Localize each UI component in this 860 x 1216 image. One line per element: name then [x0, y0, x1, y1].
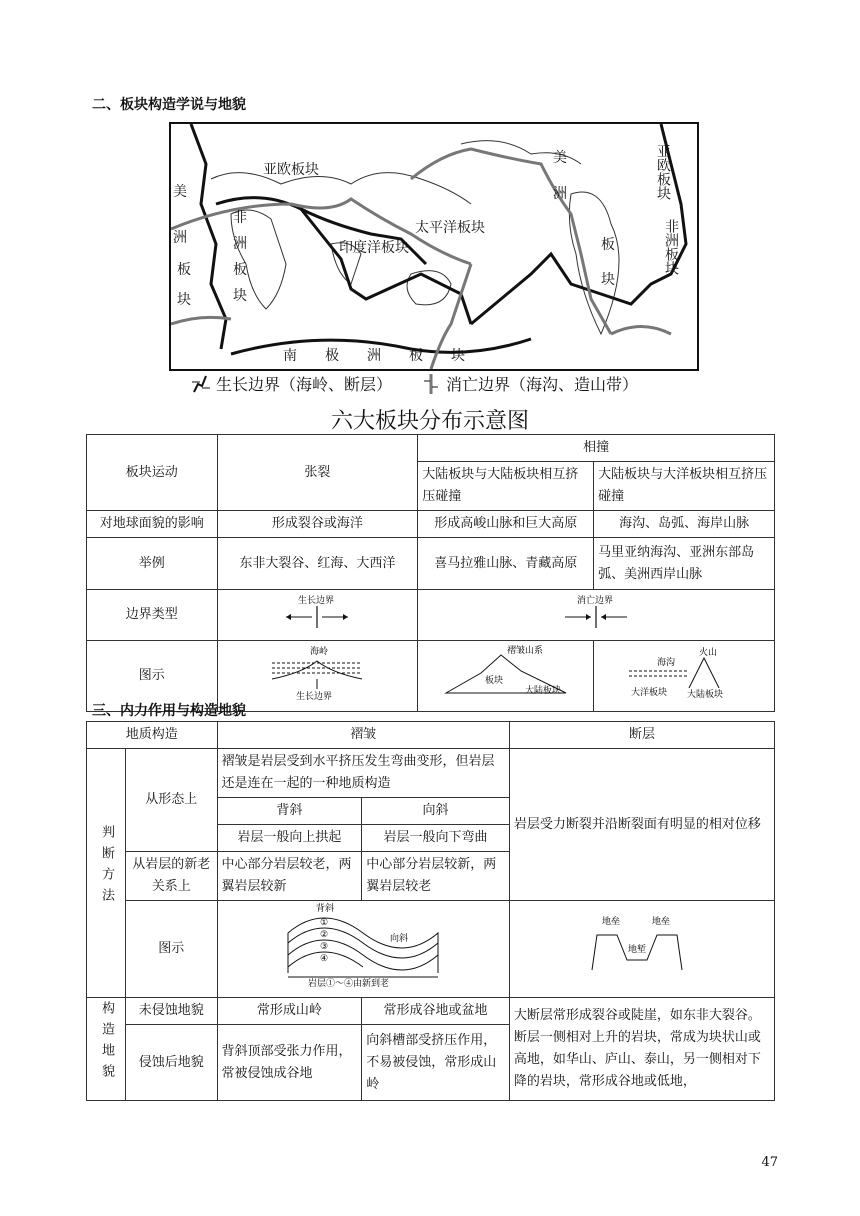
cc-foldmtn-label: 褶皱山系: [506, 646, 543, 656]
fig-layer-4: ④: [320, 954, 329, 964]
row-boundary-label: 边界类型: [87, 590, 218, 641]
col-collide: 相撞: [418, 435, 775, 462]
syn-shape: 岩层一般向下弯曲: [362, 825, 510, 852]
fault-figure: [509, 901, 774, 998]
figure-cc: [418, 641, 594, 712]
map-label-left-3: 板: [177, 262, 191, 278]
fig-note: 岩层①～④由新到老: [308, 979, 390, 987]
uneroded-label: 未侵蚀地貌: [126, 998, 218, 1025]
landform-label: [87, 998, 126, 1101]
judge-label: [87, 749, 126, 998]
anti-eroded: 背斜顶部受张力作用，常被侵蚀成谷地: [217, 1025, 362, 1101]
co-ocean-label: 大洋板块: [631, 688, 668, 698]
row-boundary-subduct: [418, 590, 775, 641]
h-fault: 断层: [509, 722, 774, 749]
grow-boundary-icon: [190, 374, 212, 394]
fault-def: 岩层受力断裂并沿断裂面有明显的相对位移: [509, 749, 774, 901]
rift-figure: [262, 643, 372, 701]
anti-shape: 岩层一般向上拱起: [217, 825, 362, 852]
co-volcano-label: 火山: [699, 648, 718, 658]
syn-uneroded: 常形成谷地或盆地: [362, 998, 510, 1025]
syn-age: 中心部分岩层较新，两翼岩层较老: [362, 852, 510, 901]
eroded-label: 侵蚀后地貌: [126, 1025, 218, 1101]
cc-figure: [441, 643, 571, 701]
subduct-boundary-label: 消亡边界: [577, 596, 614, 606]
structure-table: [86, 721, 775, 1101]
row-effect-rift: 形成裂谷或海洋: [217, 511, 418, 538]
h-fold: 褶皱: [217, 722, 509, 749]
fig-layer-3: ③: [320, 942, 329, 952]
age-label: 从岩层的新老关系上: [126, 852, 218, 901]
landform-label-text: 构造地貌: [99, 1001, 114, 1085]
map-label-right-africa: 非洲板块: [663, 219, 679, 275]
cc-continent-label: 大陆板块: [524, 686, 561, 696]
row-effect-label: 对地球面貌的影响: [87, 511, 218, 538]
col-co: 大陆板块与大洋板块相互挤压碰撞: [594, 462, 775, 511]
col-cc: 大陆板块与大陆板块相互挤压碰撞: [418, 462, 594, 511]
map-label-antarctic: 南 极 洲 板 块: [283, 348, 465, 364]
fig-graben: 地堑: [627, 945, 646, 955]
col-rift: 张裂: [217, 435, 418, 511]
map-label-left-1: 美: [173, 184, 187, 200]
anticline-label: 背斜: [217, 798, 362, 825]
row-example-cc: 喜马拉雅山脉、青藏高原: [418, 538, 594, 590]
co-figure: [619, 643, 749, 701]
map-label-left-2: 洲: [173, 230, 187, 246]
row-example-label: 举例: [87, 538, 218, 590]
row-figure-label: 图示: [87, 641, 218, 712]
h-structure: 地质构造: [87, 722, 218, 749]
row-effect-co: 海沟、岛弧、海岸山脉: [594, 511, 775, 538]
figure-co: [594, 641, 775, 712]
plate-map: [169, 122, 699, 371]
map-label-pacific: 太平洋板块: [415, 220, 485, 236]
row-example-co: 马里亚纳海沟、亚洲东部岛弧、美洲西岸山脉: [594, 538, 775, 590]
map-label-america-4: 块: [601, 272, 615, 288]
anti-age: 中心部分岩层较老，两翼岩层较新: [217, 852, 362, 901]
fig-horst-1: 地垒: [601, 917, 620, 927]
grow-boundary-label: 生长边界: [298, 596, 335, 606]
map-label-america-2: 洲: [553, 186, 567, 202]
subduct-boundary-diagram: [551, 592, 641, 630]
legend-grow-label: 生长边界（海岭、断层）: [216, 375, 393, 394]
map-label-indo: 印度洋板块: [339, 240, 409, 256]
col-motion: 板块运动: [87, 435, 218, 511]
legend-subduct-label: 消亡边界（海沟、造山带）: [446, 375, 639, 394]
fault-landform: 大断层常形成裂谷或陡崖，如东非大裂谷。断层一侧相对上升的岩块，常成为块状山或高地，如华山、庐山、泰山，另一侧相对下降的岩块，常形成谷地或低地，: [509, 998, 774, 1101]
legend-subduct: [420, 372, 638, 395]
fig-layer-1: ①: [320, 918, 329, 928]
shape-label: 从形态上: [126, 749, 218, 852]
syncline-label: 向斜: [362, 798, 510, 825]
row-example-rift: 东非大裂谷、红海、大西洋: [217, 538, 418, 590]
map-label-africa-4: 块: [233, 288, 247, 304]
row-effect-cc: 形成高峻山脉和巨大高原: [418, 511, 594, 538]
rift-ridge-label: 海岭: [310, 647, 329, 657]
legend-grow: [190, 372, 392, 395]
fold-def: 褶皱是岩层受到水平挤压发生弯曲变形，但岩层还是连在一起的一种地质构造: [217, 749, 509, 798]
syn-eroded: 向斜槽部受挤压作用，不易被侵蚀，常形成山岭: [362, 1025, 510, 1101]
co-trench-label: 海沟: [657, 658, 676, 668]
row-boundary-grow: [217, 590, 418, 641]
rift-grow-label: 生长边界: [296, 692, 333, 701]
map-label-right-eurasia: 亚欧板块: [655, 144, 671, 200]
page-number: 47: [761, 1155, 778, 1170]
figure-label: 图示: [126, 901, 218, 998]
judge-label-text: 判断方法: [99, 825, 114, 909]
fig-horst-2: 地垒: [651, 917, 670, 927]
subduct-boundary-icon: [420, 374, 442, 394]
map-label-america-3: 板: [601, 237, 615, 253]
section-3-title: 三、内力作用与构造地貌: [92, 703, 246, 719]
cc-plate-label: 板块: [484, 676, 503, 686]
anti-uneroded: 常形成山岭: [217, 998, 362, 1025]
map-label-eurasia: 亚欧板块: [263, 162, 319, 178]
plate-motion-table: [86, 434, 775, 712]
map-label-africa-1: 非: [233, 210, 247, 226]
fold-figure: [217, 901, 509, 998]
grow-boundary-diagram: [272, 592, 362, 630]
fig-syncline-label: 向斜: [390, 934, 409, 944]
fold-diagram: [268, 903, 458, 987]
plate-map-drawing: [171, 124, 697, 369]
co-cont-label: 大陆板块: [687, 690, 724, 700]
fig-anticline-label: 背斜: [316, 904, 335, 914]
map-caption: 六大板块分布示意图: [330, 409, 529, 434]
map-label-left-4: 块: [177, 292, 191, 308]
map-label-africa-2: 洲: [233, 236, 247, 252]
figure-rift: [217, 641, 418, 712]
map-label-africa-3: 板: [233, 262, 247, 278]
map-legend: [190, 372, 638, 395]
section-2-title: 二、板块构造学说与地貌: [92, 97, 246, 113]
fig-layer-2: ②: [320, 930, 329, 940]
map-label-america-1: 美: [553, 150, 567, 166]
fault-diagram: [582, 910, 702, 980]
